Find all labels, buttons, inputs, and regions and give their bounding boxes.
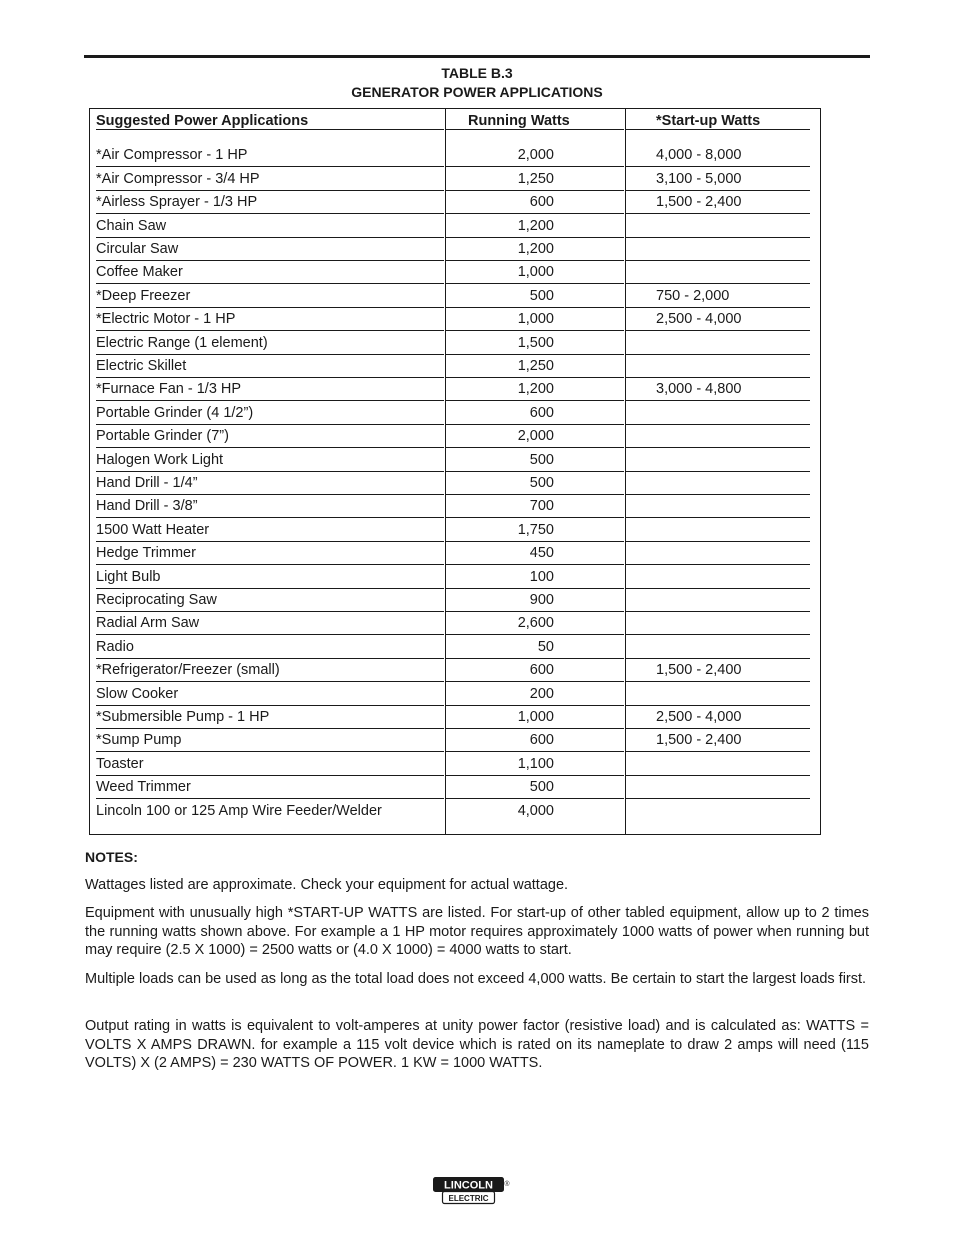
table-subtitle: GENERATOR POWER APPLICATIONS	[351, 84, 603, 100]
note-paragraph: Equipment with unusually high *START-UP WATTS are listed. For start-up of other tabled equipment, allow up to 2 times the running watts shown above. For example a 1 HP motor requires approximately 1000 watts of power when running but may require (2.5 X 1000) = 2500 watts or (4.0 X 1000) = 4000 watts to start.	[85, 905, 869, 958]
cell-running-watts: 200	[529, 685, 554, 702]
table-row	[0, 706, 954, 729]
cell-startup-watts: 1,500 - 2,400	[656, 194, 742, 211]
table-row	[0, 144, 954, 167]
table-row	[0, 518, 954, 541]
cell-running-watts: 2,000	[517, 147, 554, 164]
table-row	[0, 284, 954, 307]
cell-running-watts: 1,200	[517, 217, 554, 234]
table-row	[0, 659, 954, 682]
cell-application: *Deep Freezer	[96, 287, 191, 304]
table-row	[0, 331, 954, 354]
cell-application: *Air Compressor - 1 HP	[96, 147, 248, 164]
cell-application: *Electric Motor - 1 HP	[96, 311, 236, 328]
cell-application: Radial Arm Saw	[96, 615, 200, 632]
cell-running-watts: 900	[529, 591, 554, 608]
table-row	[0, 378, 954, 401]
cell-running-watts: 1,000	[517, 708, 554, 725]
cell-running-watts: 2,000	[517, 428, 554, 445]
cell-application: Hedge Trimmer	[96, 545, 196, 562]
table-row	[0, 425, 954, 448]
cell-running-watts: 1,200	[517, 240, 554, 257]
cell-application: Hand Drill - 1/4”	[96, 474, 198, 491]
cell-startup-watts: 750 - 2,000	[656, 287, 730, 304]
cell-running-watts: 1,750	[517, 521, 554, 538]
cell-application: Reciprocating Saw	[96, 591, 217, 608]
table-row	[0, 682, 954, 705]
cell-running-watts: 1,200	[517, 381, 554, 398]
cell-startup-watts: 1,500 - 2,400	[656, 662, 742, 679]
table-row	[0, 238, 954, 261]
logo-text-bottom: ELECTRIC	[448, 1194, 489, 1203]
table-row	[0, 635, 954, 658]
cell-running-watts: 600	[529, 194, 554, 211]
notes-heading: NOTES:	[85, 849, 138, 865]
cell-running-watts: 700	[529, 498, 554, 515]
cell-application: Electric Skillet	[96, 357, 187, 374]
header-startup-watts: *Start-up Watts	[656, 113, 761, 129]
table-row	[0, 355, 954, 378]
header-rule	[96, 129, 444, 130]
cell-application: *Submersible Pump - 1 HP	[96, 708, 270, 725]
table-row	[0, 799, 954, 822]
note-paragraph: Wattages listed are approximate. Check your equipment for actual wattage.	[85, 877, 569, 893]
cell-running-watts: 1,100	[517, 755, 554, 772]
table-row	[0, 261, 954, 284]
note-paragraph: Multiple loads can be used as long as the total load does not exceed 4,000 watts. Be certain to start the largest loads first.	[85, 971, 867, 987]
cell-application: Halogen Work Light	[96, 451, 224, 468]
cell-application: 1500 Watt Heater	[96, 521, 210, 538]
cell-startup-watts: 2,500 - 4,000	[656, 708, 742, 725]
header-rule	[626, 129, 810, 130]
cell-running-watts: 1,000	[517, 264, 554, 281]
cell-running-watts: 500	[529, 474, 554, 491]
header-rule	[446, 129, 624, 130]
cell-running-watts: 1,250	[517, 170, 554, 187]
table-row	[0, 495, 954, 518]
cell-running-watts: 600	[529, 732, 554, 749]
cell-running-watts: 100	[529, 568, 554, 585]
cell-startup-watts: 2,500 - 4,000	[656, 311, 742, 328]
table-row	[0, 612, 954, 635]
cell-application: Circular Saw	[96, 240, 179, 257]
cell-application: Coffee Maker	[96, 264, 183, 281]
cell-application: Chain Saw	[96, 217, 167, 234]
table-row	[0, 589, 954, 612]
lincoln-electric-logo	[433, 1177, 511, 1205]
table-row	[0, 472, 954, 495]
cell-startup-watts: 3,000 - 4,800	[656, 381, 742, 398]
cell-application: Portable Grinder (7”)	[96, 428, 229, 445]
cell-startup-watts: 1,500 - 2,400	[656, 732, 742, 749]
cell-application: *Refrigerator/Freezer (small)	[96, 662, 280, 679]
cell-application: Lincoln 100 or 125 Amp Wire Feeder/Welder	[96, 802, 382, 819]
cell-application: *Air Compressor - 3/4 HP	[96, 170, 260, 187]
top-rule	[84, 55, 870, 58]
cell-application: Hand Drill - 3/8”	[96, 498, 198, 515]
cell-running-watts: 500	[529, 779, 554, 796]
table-row	[0, 191, 954, 214]
cell-running-watts: 50	[537, 638, 554, 655]
cell-application: Light Bulb	[96, 568, 161, 585]
table-row	[0, 565, 954, 588]
table-row	[0, 729, 954, 752]
table-row	[0, 214, 954, 237]
cell-running-watts: 500	[529, 287, 554, 304]
cell-application: Slow Cooker	[96, 685, 179, 702]
cell-running-watts: 600	[529, 404, 554, 421]
cell-application: Portable Grinder (4 1/2”)	[96, 404, 254, 421]
table-row	[0, 542, 954, 565]
cell-application: Toaster	[96, 755, 144, 772]
table-row	[0, 401, 954, 424]
cell-running-watts: 1,000	[517, 311, 554, 328]
table-row	[0, 308, 954, 331]
header-application: Suggested Power Applications	[96, 113, 309, 129]
cell-application: Radio	[96, 638, 134, 655]
cell-startup-watts: 4,000 - 8,000	[656, 147, 742, 164]
logo-text-top: LINCOLN	[444, 1179, 493, 1192]
cell-application: Weed Trimmer	[96, 779, 191, 796]
table-row	[0, 752, 954, 775]
cell-application: *Airless Sprayer - 1/3 HP	[96, 194, 258, 211]
table-row	[0, 167, 954, 190]
cell-running-watts: 450	[529, 545, 554, 562]
cell-running-watts: 4,000	[517, 802, 554, 819]
cell-running-watts: 2,600	[517, 615, 554, 632]
cell-application: *Furnace Fan - 1/3 HP	[96, 381, 242, 398]
cell-running-watts: 1,500	[517, 334, 554, 351]
cell-running-watts: 1,250	[517, 357, 554, 374]
cell-running-watts: 600	[529, 662, 554, 679]
cell-startup-watts: 3,100 - 5,000	[656, 170, 742, 187]
table-row	[0, 776, 954, 799]
cell-running-watts: 500	[529, 451, 554, 468]
logo-registered-mark: ®	[504, 1181, 510, 1188]
cell-application: *Sump Pump	[96, 732, 182, 749]
cell-application: Electric Range (1 element)	[96, 334, 268, 351]
table-title: TABLE B.3	[441, 65, 513, 81]
note-paragraph: Output rating in watts is equivalent to volt-amperes at unity power factor (resistive load) and is calculated as: WATTS = VOLTS X AMPS DRAWN. for example a 115 volt device which is rated on its nameplate to draw 2 amps will need (115 VOLTS) X (2 AMPS) = 230 WATTS OF POWER. 1 KW = 1000 WATTS.	[85, 1018, 869, 1071]
header-running-watts: Running Watts	[468, 113, 570, 129]
table-row	[0, 448, 954, 471]
